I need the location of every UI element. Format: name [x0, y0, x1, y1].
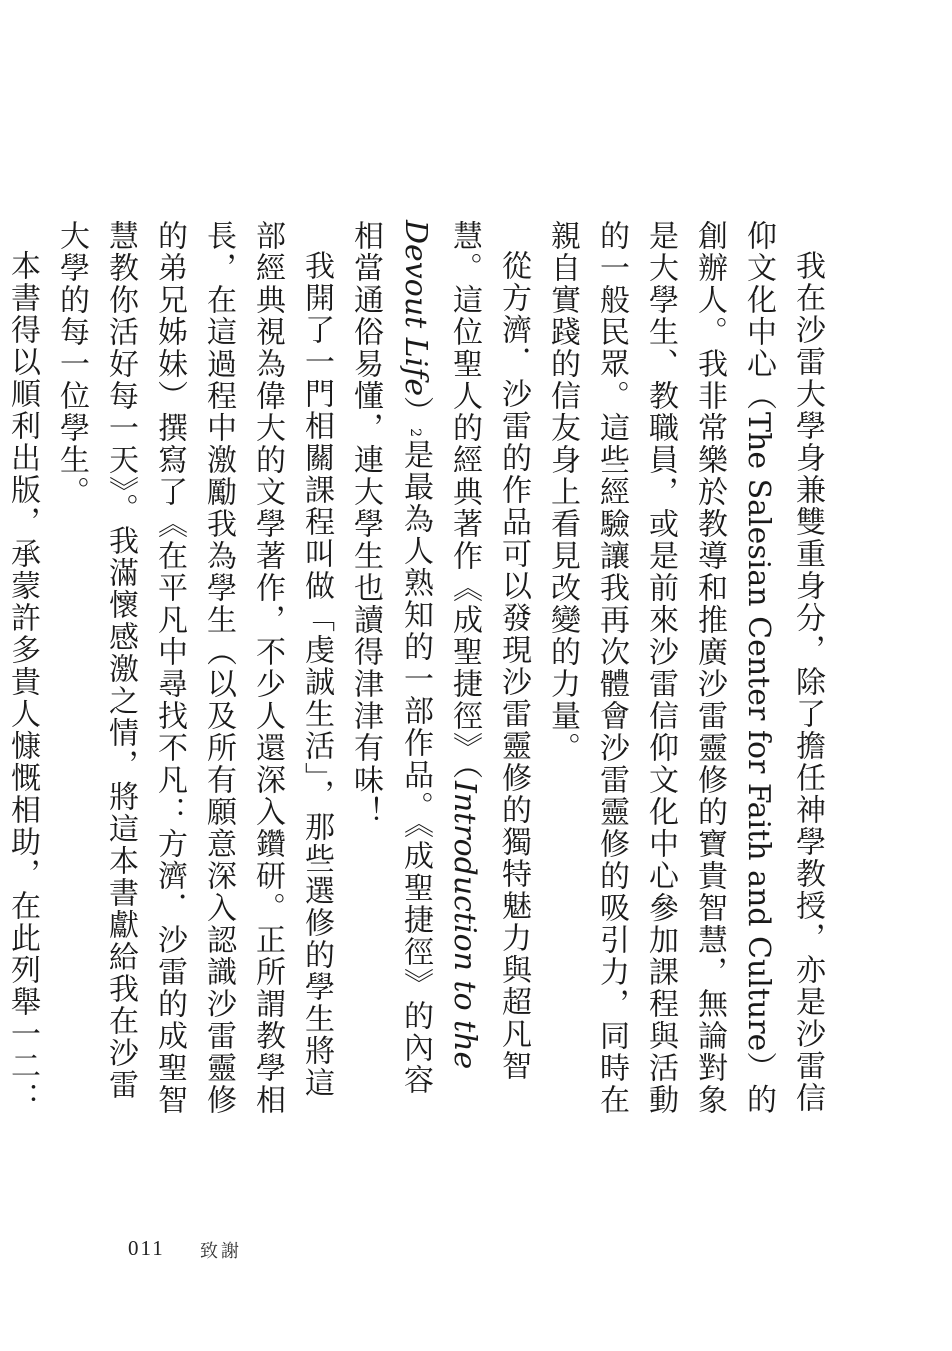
p4-text: 本書得以順利出版，承蒙許多貴人慷慨相助，在此列舉一二： [5, 250, 40, 1114]
paragraph-2 [341, 220, 538, 1120]
p1-text-a: 我在沙雷大學身兼雙重身分，除了擔任神學教授，亦是沙雷信仰文化中心（ [741, 220, 825, 1114]
paragraph-1 [538, 220, 832, 1120]
p2-english-title: Introduction to the Devout Life [398, 220, 482, 1070]
body-text [0, 220, 832, 1120]
paragraph-3 [47, 220, 341, 1120]
p2-text-b: ） [398, 396, 433, 429]
p2-text-a: 從方濟．沙雷的作品可以發現沙雷靈修的獨特魅力與超凡智慧。這位聖人的經典著作《成聖捷徑》（ [447, 220, 531, 1082]
p1-text-b: ）的創辦人。我非常樂於教導和推廣沙雷靈修的寶貴智慧，無論對象是大學生、教職員，或是前來沙雷信仰文化中心參加課程與活動的一般民眾。這些經驗讓我再次體會沙雷靈修的吸引力，同時在親自實踐的信友身上看見改變的力量。 [545, 220, 776, 1116]
section-title: 致謝 [200, 1241, 242, 1262]
p1-english-name: The Salesian Center for Faith and Culture [741, 412, 776, 1052]
page-number: 011 [128, 1236, 165, 1260]
p3-text: 我開了一門相關課程叫做「虔誠生活」，那些選修的學生將這部經典視為偉大的文學著作，不少人還深入鑽研。正所謂教學相長，在這過程中激勵我為學生（以及所有願意深入認識沙雷靈修的弟兄姊妹）撰寫了《在平凡中尋找不凡：方濟．沙雷的成聖智慧教你活好每一天》。我滿懷感激之情，將這本書獻給我在沙雷大學的每一位學生。 [54, 220, 334, 1116]
footnote-reference: 2 [407, 428, 423, 440]
paragraph-4 [0, 220, 47, 1120]
p2-text-c: 是最為人熟知的一部作品。《成聖捷徑》的內容相當通俗易懂，連大學生也讀得津津有味！ [348, 220, 433, 1097]
